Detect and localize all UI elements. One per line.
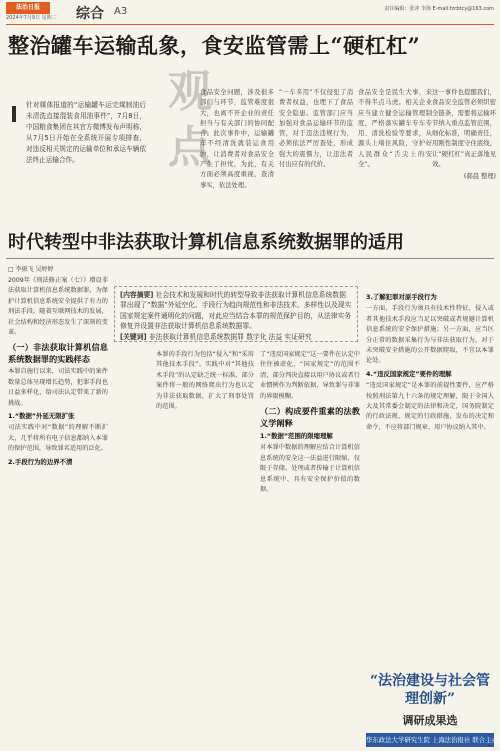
- section-1a-text: 司法实践中对“数据”的理解不断扩大，几乎将所有电子信息都纳入本罪的保护范围，导致罪名适用的泛化。: [8, 424, 108, 453]
- article-col-2: [156, 350, 254, 412]
- section-heading-1: （一）非法获取计算机信息系统数据罪的实践样态: [8, 342, 108, 365]
- opinion-stamp-char: 观: [168, 66, 212, 117]
- section-name: 综合: [76, 6, 104, 22]
- keywords-label: [关键词]: [120, 332, 147, 341]
- series-banner: [366, 672, 498, 746]
- article-col-3-text: 了“违反国家规定”这一要件在认定中往往被虚化，“国家规定”的范围不清，部分判决直接以用户协议或者行业惯例作为判断依据，导致罪与非罪的界限模糊。: [260, 351, 360, 400]
- banner-title: “法治建设与社会管理创新”: [369, 673, 491, 707]
- article-col-1: [8, 276, 108, 469]
- commentary-lead: 针对媒体报道的“运输罐车运完煤制油后未清洗直接混装食用油事件”，7月8日，中国粮食集团在其官方微博发布声明称，从7月5日开始在全系统开展专项排查，对违反相关规定的运输单位和承运车辆依法终止运输合作。: [26, 101, 146, 164]
- article-intro: 2009年《刑法修正案（七）》增设非法获取计算机信息系统数据罪，为保护计算机信息系统安全提供了有力的刑法手段。随着互联网技术的发展，社会结构和经济形态发生了深刻的变革。: [8, 277, 108, 337]
- section-2a-text: 对本罪中数据的理解应结合计算机信息系统的安全这一法益进行限缩，仅限于存储、处理或者传输于计算机信息系统中、具有安全保护价值的数据。: [260, 444, 360, 494]
- headline-article: 时代转型中非法获取计算机信息系统数据罪的适用: [8, 232, 404, 253]
- banner-sponsors: 华东政法大学研究生院 上海法治报社 联合主办: [366, 733, 494, 747]
- subheading-2a: 1.“数据”范围的限缩理解: [260, 432, 333, 441]
- commentary-col-3: 食品安全是民生大事，来不得半点马虎。相关企业应当建立健全运输管理制度，严格落实罐车专车专用、清洗检验等要求，从源头上堵住风险，守护好人民群众“舌尖上的安全”。: [358, 89, 432, 169]
- abstract-label: [内容摘要]: [120, 291, 154, 299]
- article-author: □ 李振飞 吴婷婷: [8, 266, 54, 273]
- commentary-col-4-text: 这一事件也提醒我们，食品安全监管必须织密全链条，需要将运输环节纳入重点监管范围，细化标准，明确责任，用刚性制度守住底线，让“硬杠杠”真正落地见效。: [432, 89, 496, 169]
- article-col-4: [366, 290, 494, 433]
- section-3-text: 一方面，手段行为须具有技术性特征，侵入或者其他技术手段应当足以突破或者规避计算机信息系统的安全保护措施；另一方面，应当区分正常的数据采集行为与非法获取行为，对于未突破安全措施的公开数据爬取，不宜以本罪论处。: [366, 305, 494, 365]
- subheading-1a: 1.“数据”外延无限扩张: [8, 412, 75, 421]
- section-4-text: “违反国家规定”是本罪的前提性要件，应严格按照刑法第九十六条的规定理解，限于全国人大及其常委会制定的法律和决定，国务院制定的行政法规、规定的行政措施、发布的决定和命令，不应将部门规章、用户协议纳入其中。: [366, 382, 494, 431]
- header-divider: [6, 24, 494, 25]
- commentary-col-1: 食品安全问题，涉及很多部门与环节，监管难度很大，也离不开企业的责任担当与有关部门的协同配合。此次事件中，运输罐车不经清洗就装运食用油，让消费者对食品安全产生了担忧，为此，有关方面必须高度重视，查清事实，依法处理。: [200, 89, 274, 189]
- lead-marker: [12, 106, 16, 122]
- banner-subtitle: 调研成果选: [402, 714, 458, 727]
- page-number: A3: [114, 6, 128, 17]
- editor-info: 责任编辑：张冲 李海 E-mail:fzrbtcy@163.com: [384, 6, 494, 12]
- subheading-1b: 2.手段行为的边界不清: [8, 457, 73, 466]
- section-1-text: 本罪自施行以来，司法实践中的案件数量总体呈现增长趋势，犯罪手段也日益多样化，给司法认定带来了新的挑战。: [8, 368, 108, 407]
- section-heading-2: （二）构成要件重素的法教义学阐释: [260, 406, 360, 429]
- page-header: [6, 2, 494, 22]
- abstract-box: [114, 286, 358, 342]
- commentary-byline: (郝晨 整理): [463, 173, 496, 181]
- article-col-3: [260, 350, 360, 495]
- keywords-text: 非法获取计算机信息系统数据罪 数字化 法益 实证研究: [148, 332, 312, 341]
- abstract-text: 社会技术和发展和时代的转型导致非法获取计算机信息系统数据罪出现了“数据”外延空化、手段行为趋向规范性和非法技术、多样性以及现实国家规定案件通明化的问题，对此应当结合本罪的规范保护目的，从法律实务修复并设置非法获取计算机信息系统数据罪。: [120, 291, 352, 331]
- headline-main: 整治罐车运输乱象，食安监管需上“硬杠杠”: [8, 33, 421, 58]
- article-divider: [6, 258, 494, 259]
- newspaper-logo: 法治日报: [6, 2, 50, 14]
- subheading-4: 4.“违反国家规定”要件的理解: [366, 369, 452, 378]
- subheading-3: 3.了解犯罪对原手段行为: [366, 293, 437, 301]
- commentary-col-2: “一车多用”不仅侵犯了消费者权益，也埋下了食品安全隐患。监管部门应当加强对食品运输环节的监管，对于违法违规行为，必须依法严厉查处，形成强大的震慑力，让违法者付出应有的代价。: [279, 89, 353, 169]
- article-col-2-text: 本罪的手段行为包括“侵入”和“采用其他技术手段”。实践中对“其他技术手段”的认定缺乏统一标准，部分案件将一般的网络爬虫行为也认定为非法获取数据，扩大了刑事处罚的范围。: [156, 351, 254, 411]
- opinion-stamp-char: 点: [168, 122, 212, 173]
- commentary-col-4: [432, 88, 496, 183]
- issue-date: 2024年7月9日 星期二: [6, 15, 57, 21]
